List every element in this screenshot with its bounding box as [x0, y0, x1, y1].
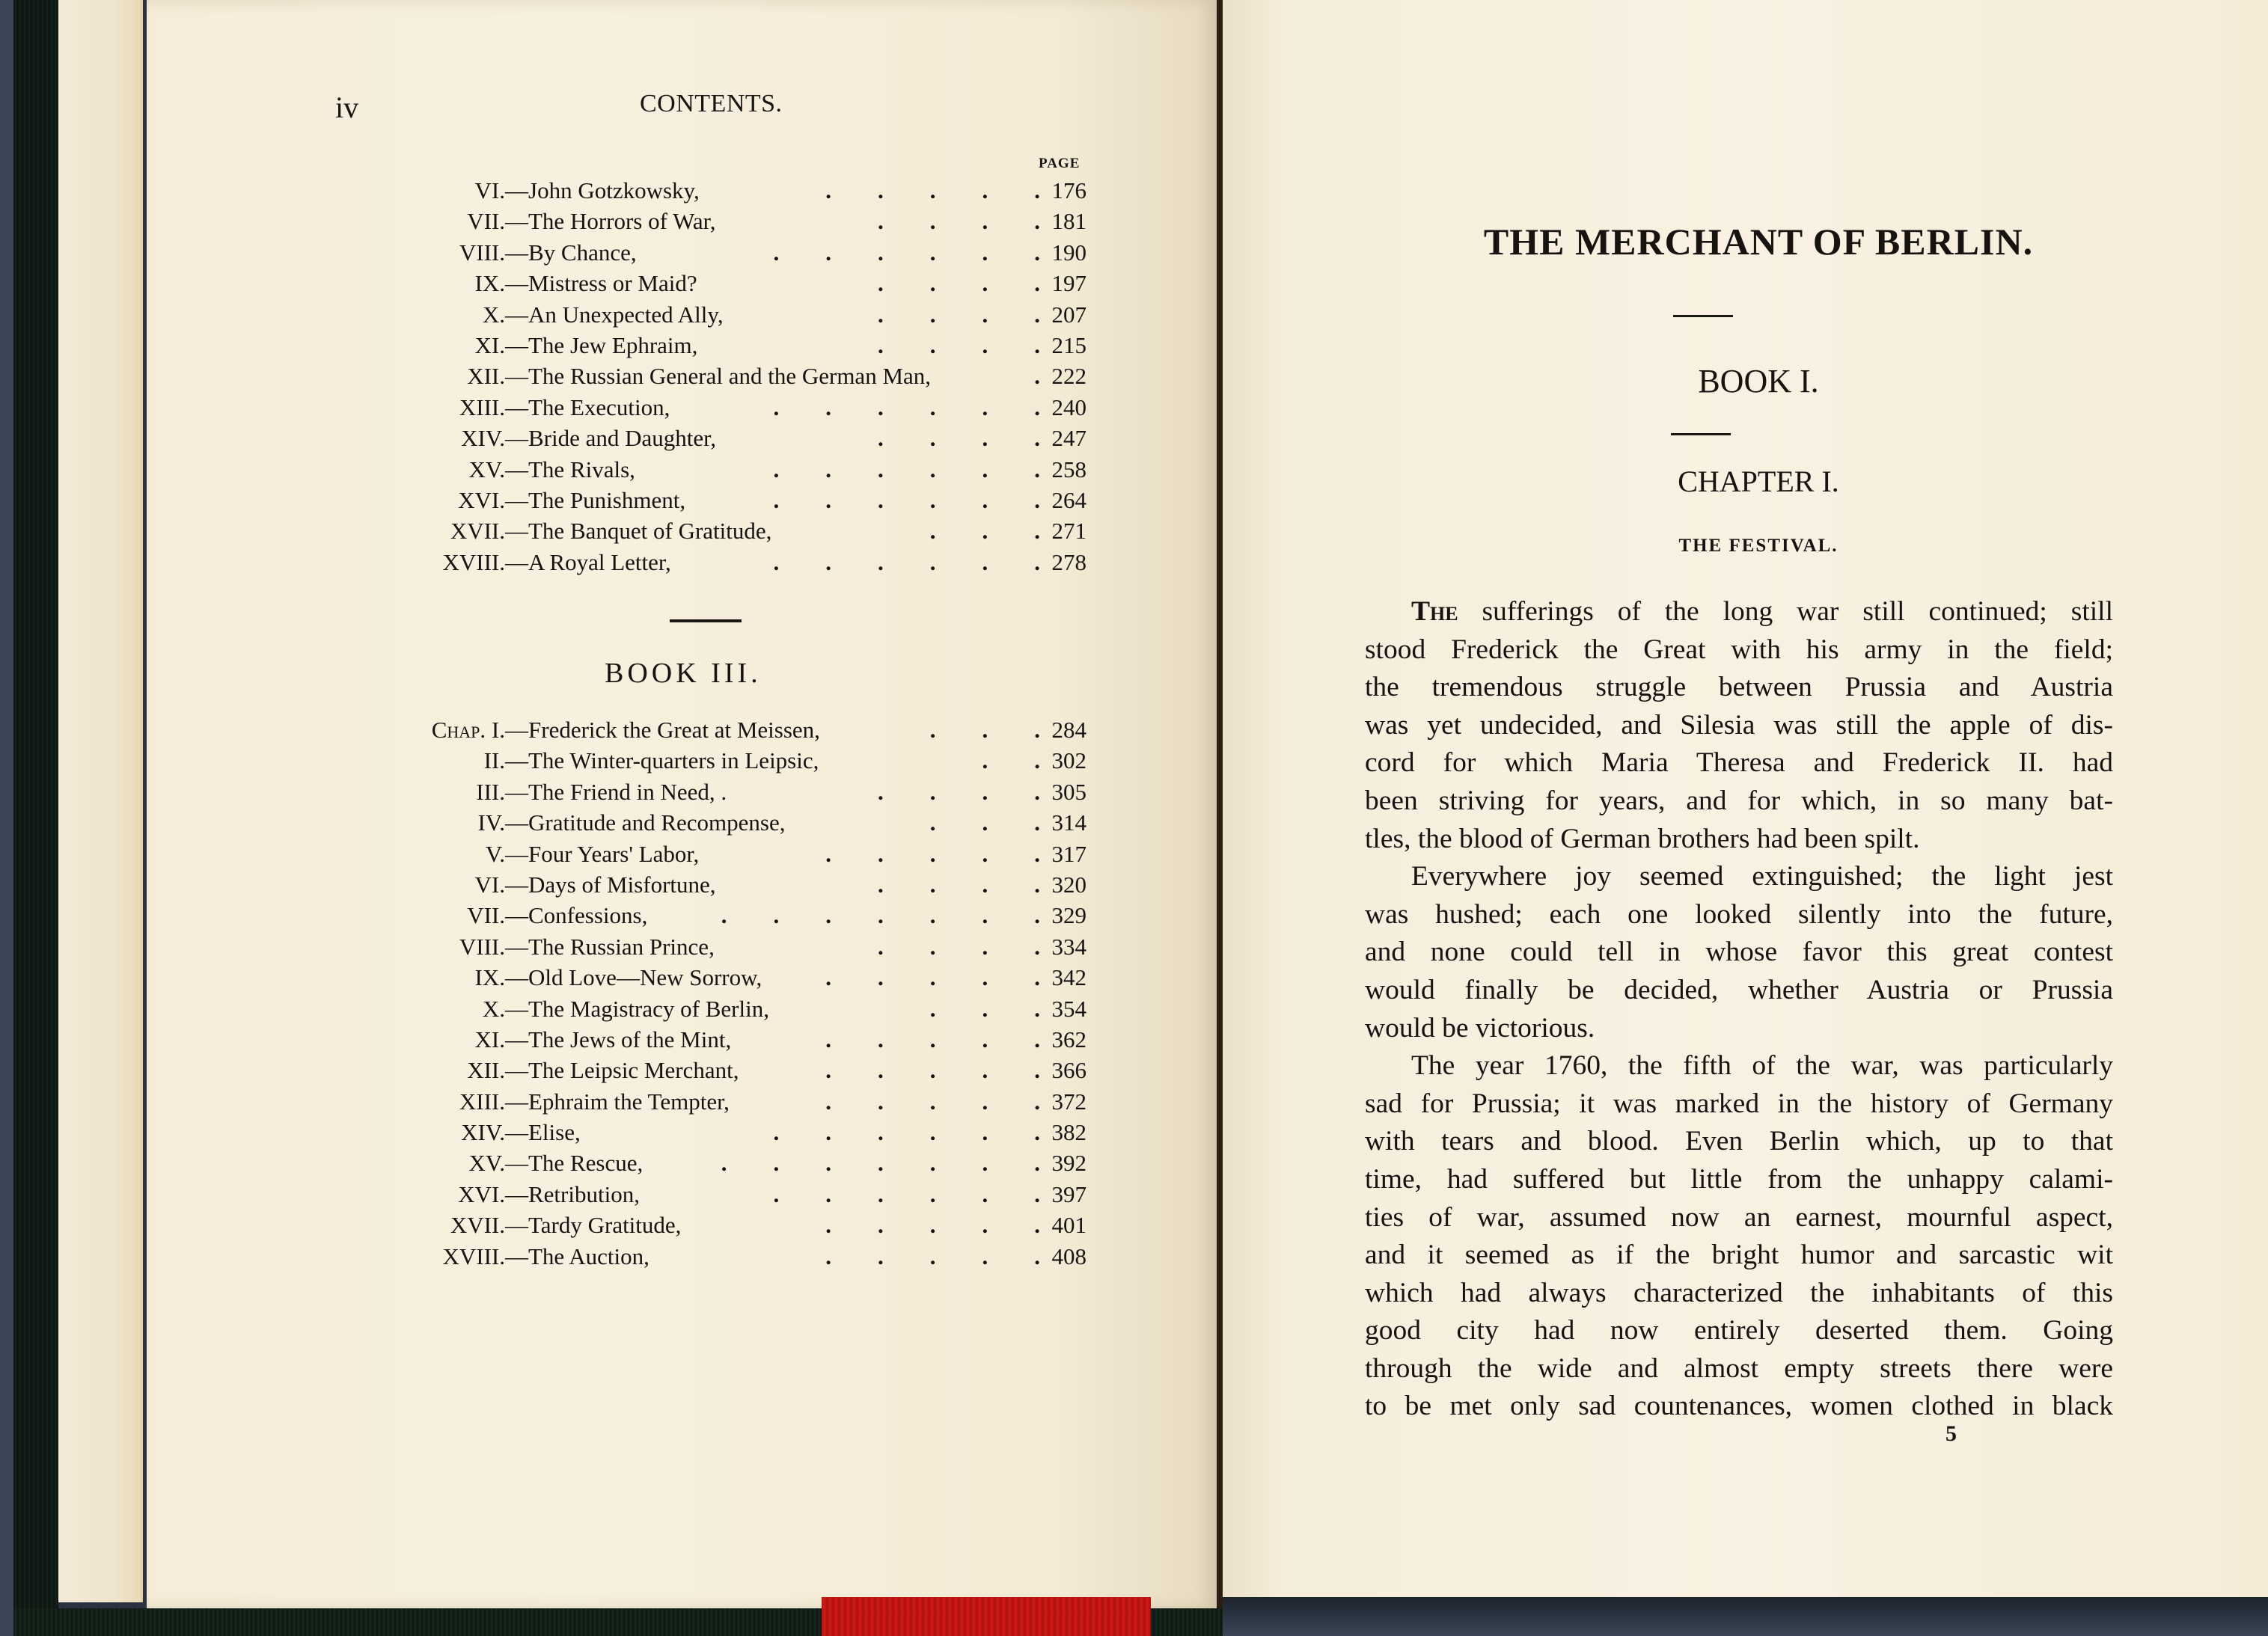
page-stack-edge [58, 0, 143, 1602]
toc-dot-leader: . . . . . . [773, 1180, 1040, 1207]
toc-chapter-number: V. [485, 840, 505, 867]
toc-entry [329, 1210, 1086, 1240]
toc-chapter-title: —The Jew Ephraim, [505, 331, 698, 358]
toc-entry [329, 206, 1086, 236]
toc-dot-leader: . . . . [878, 331, 1040, 358]
toc-page-number: 247 [1051, 425, 1086, 452]
text-line: would finally be decided, whether Austria or Prussia [1365, 974, 2113, 1005]
toc-chapter-title: —Elise, [505, 1119, 581, 1146]
opening-word: The [1411, 596, 1482, 627]
toc-entry [329, 237, 1086, 268]
toc-chapter-number: XII. [467, 1057, 505, 1084]
toc-chapter-title: —Four Years' Labor, [505, 840, 700, 867]
toc-chapter-number: II. [483, 747, 505, 774]
toc-chapter-number: VII. [467, 208, 505, 235]
toc-dot-leader: . . . . . [825, 177, 1040, 203]
toc-dot-leader: . . . . . . [773, 1119, 1040, 1146]
toc-dot-leader: . . . . . . . [721, 902, 1040, 929]
section-rule [670, 619, 742, 622]
toc-dot-leader: . . . . [878, 425, 1040, 452]
toc-dot-leader: . . . . [878, 270, 1040, 297]
toc-chapter-number: XVII. [450, 518, 505, 545]
contents-book2-list [329, 175, 1086, 577]
toc-entry [329, 993, 1086, 1024]
toc-chapter-title: —John Gotzkowsky, [505, 177, 700, 203]
text-line: tles, the blood of German brothers had been spilt. [1365, 823, 1920, 854]
text-line: cord for which Maria Theresa and Frederick II. had [1365, 747, 2113, 779]
toc-page-number: 382 [1051, 1119, 1086, 1146]
toc-dot-leader: . . . . [878, 871, 1040, 898]
running-head: CONTENTS. [640, 90, 783, 117]
toc-dot-leader: . . . . [878, 778, 1040, 805]
text-line: The sufferings of the long war still continued; still [1411, 596, 2113, 627]
toc-chapter-title: —The Russian Prince, [505, 933, 715, 960]
toc-entry [329, 330, 1086, 361]
toc-chapter-number: VII. [467, 902, 505, 929]
toc-chapter-title: —Frederick the Great at Meissen, [505, 717, 820, 743]
toc-chapter-number: XIV. [461, 1119, 505, 1146]
toc-page-number: 401 [1051, 1212, 1086, 1239]
toc-chapter-title: —Gratitude and Recompense, [505, 809, 786, 836]
toc-entry [329, 1055, 1086, 1085]
toc-chapter-title: —Retribution, [505, 1180, 640, 1207]
toc-entry [329, 931, 1086, 962]
toc-entry [329, 268, 1086, 298]
text-line: and it seemed as if the bright humor and sarcastic wit [1365, 1240, 2113, 1271]
toc-chapter-title: —The Jews of the Mint, [505, 1026, 732, 1053]
toc-chapter-number: XIV. [461, 425, 505, 452]
toc-entry [329, 547, 1086, 577]
toc-chapter-title: —Mistress or Maid? [505, 270, 697, 297]
toc-page-number: 366 [1051, 1057, 1086, 1084]
text-line: would be victorious. [1365, 1012, 1595, 1044]
text-line: with tears and blood. Even Berlin which, up to that [1365, 1126, 2113, 1157]
toc-entry [329, 900, 1086, 931]
toc-dot-leader: . . . . . [825, 964, 1040, 991]
text-line: stood Frederick the Great with his army in the field; [1365, 634, 2113, 665]
toc-dot-leader: . . . [929, 518, 1040, 545]
toc-entry [329, 1241, 1086, 1272]
toc-chapter-title: —Bride and Daughter, [505, 425, 716, 452]
toc-chapter-title: —The Rivals, [505, 456, 635, 482]
toc-entry [329, 361, 1086, 391]
page-number-right: 5 [1945, 1421, 1957, 1446]
text-line: was hushed; each one looked silently into the future, [1365, 898, 2113, 930]
toc-dot-leader: . . . . [878, 208, 1040, 235]
background-shadow [1223, 1597, 2268, 1636]
text-line: which had always characterized the inhabitants of this [1365, 1277, 2113, 1308]
toc-chapter-title: —The Auction, [505, 1243, 649, 1269]
toc-page-number: 329 [1051, 902, 1086, 929]
page-column-label: PAGE [1039, 156, 1080, 171]
toc-page-number: 320 [1051, 871, 1086, 898]
toc-page-number: 317 [1051, 840, 1086, 867]
toc-entry [329, 839, 1086, 869]
toc-chapter-title: —Tardy Gratitude, [505, 1212, 682, 1239]
toc-dot-leader: . [1034, 363, 1040, 390]
toc-page-number: 197 [1051, 270, 1086, 297]
toc-chapter-title: —The Horrors of War, [505, 208, 716, 235]
toc-chapter-title: —The Execution, [505, 393, 670, 420]
toc-dot-leader: . . . [929, 995, 1040, 1022]
toc-chapter-number: IX. [474, 964, 505, 991]
toc-chapter-title: —Ephraim the Tempter, [505, 1088, 730, 1115]
toc-page-number: 222 [1051, 363, 1086, 390]
toc-entry [329, 1086, 1086, 1117]
toc-page-number: 278 [1051, 548, 1086, 575]
toc-dot-leader: . . . . . [825, 1088, 1040, 1115]
toc-chapter-number: XVIII. [442, 1243, 505, 1269]
work-title: THE MERCHANT OF BERLIN. [1483, 221, 2034, 263]
toc-chapter-number: XI. [474, 1026, 505, 1053]
toc-chapter-title: —The Russian General and the German Man, [505, 363, 932, 390]
book-rule [1671, 433, 1731, 435]
toc-page-number: 176 [1051, 177, 1086, 203]
toc-entry [329, 869, 1086, 900]
toc-page-number: 258 [1051, 456, 1086, 482]
toc-page-number: 334 [1051, 933, 1086, 960]
toc-chap-prefix: Chap. [431, 717, 492, 743]
toc-dot-leader: . . [982, 747, 1040, 774]
toc-dot-leader: . . . . . [825, 1212, 1040, 1239]
toc-chapter-title: —An Unexpected Ally, [505, 301, 724, 328]
toc-dot-leader: . . . . . . . [721, 1150, 1040, 1177]
toc-page-number: 397 [1051, 1180, 1086, 1207]
toc-chapter-title: —The Leipsic Merchant, [505, 1057, 739, 1084]
text-line: been striving for years, and for which, in so many bat- [1365, 785, 2113, 816]
bookmark-ribbon [822, 1597, 1151, 1636]
chapter-heading: CHAPTER I. [1678, 465, 1839, 498]
chapter-title: THE FESTIVAL. [1678, 536, 1838, 556]
text-line: through the wide and almost empty streets there were [1365, 1352, 2113, 1384]
toc-page-number: 305 [1051, 778, 1086, 805]
toc-entry [329, 392, 1086, 423]
toc-chapter-number: XI. [474, 331, 505, 358]
toc-entry [329, 175, 1086, 206]
text-line: good city had now entirely deserted them. Going [1365, 1315, 2113, 1347]
toc-chapter-title: —Old Love—New Sorrow, [505, 964, 762, 991]
chapter-body-text [1365, 593, 2113, 1426]
book3-heading: BOOK III. [605, 658, 762, 689]
toc-page-number: 362 [1051, 1026, 1086, 1053]
toc-page-number: 354 [1051, 995, 1086, 1022]
text-line: Everywhere joy seemed extinguished; the light jest [1411, 861, 2113, 892]
book-gutter [1217, 0, 1223, 1608]
toc-page-number: 392 [1051, 1150, 1086, 1177]
toc-entry [329, 807, 1086, 838]
toc-chapter-title: —The Friend in Need, . [505, 778, 727, 805]
toc-page-number: 181 [1051, 208, 1086, 235]
toc-entry [329, 515, 1086, 546]
toc-page-number: 264 [1051, 486, 1086, 513]
toc-entry [329, 1148, 1086, 1178]
toc-dot-leader: . . . . . . [773, 239, 1040, 266]
toc-page-number: 314 [1051, 809, 1086, 836]
toc-chapter-title: —A Royal Letter, [505, 548, 671, 575]
toc-entry [329, 454, 1086, 485]
toc-chapter-number: X. [482, 995, 505, 1022]
toc-chapter-title: —Confessions, [505, 902, 648, 929]
toc-page-number: 215 [1051, 331, 1086, 358]
toc-page-number: 240 [1051, 393, 1086, 420]
text-line: the tremendous struggle between Prussia and Austria [1365, 672, 2113, 703]
contents-book3-list [329, 714, 1086, 1272]
text-line: sad for Prussia; it was marked in the history of Germany [1365, 1088, 2113, 1119]
toc-page-number: 372 [1051, 1088, 1086, 1115]
toc-entry [329, 1117, 1086, 1148]
toc-dot-leader: . . . . . [825, 840, 1040, 867]
toc-chapter-number: XVII. [450, 1212, 505, 1239]
toc-entry [329, 745, 1086, 776]
toc-dot-leader: . . . [929, 809, 1040, 836]
book-heading: BOOK I. [1698, 363, 1819, 399]
text-line: The year 1760, the fifth of the war, was particularly [1411, 1050, 2113, 1082]
toc-chapter-number: XVIII. [442, 548, 505, 575]
text-line: was yet undecided, and Silesia was still the apple of dis- [1365, 709, 2113, 741]
toc-chapter-title: —The Winter-quarters in Leipsic, [505, 747, 819, 774]
toc-chapter-title: —The Banquet of Gratitude, [505, 518, 772, 545]
toc-entry [329, 1024, 1086, 1055]
toc-chapter-number: XIII. [459, 1088, 505, 1115]
toc-chapter-title: —The Punishment, [505, 486, 686, 513]
toc-entry [329, 714, 1086, 745]
toc-chapter-number: VIII. [459, 239, 505, 266]
toc-entry [329, 962, 1086, 993]
toc-chapter-number: IV. [477, 809, 505, 836]
toc-chapter-number: III. [476, 778, 505, 805]
toc-chapter-number: XV. [468, 456, 505, 482]
toc-chapter-number: VI. [474, 871, 505, 898]
toc-entry [329, 1179, 1086, 1210]
toc-entry [329, 776, 1086, 807]
toc-dot-leader: . . . . . [825, 1026, 1040, 1053]
toc-page-number: 284 [1051, 717, 1086, 743]
toc-dot-leader: . . . . [878, 933, 1040, 960]
toc-chapter-number: XVI. [458, 1180, 505, 1207]
toc-page-number: 342 [1051, 964, 1086, 991]
toc-page-number: 408 [1051, 1243, 1086, 1269]
toc-chapter-number: VI. [474, 177, 505, 203]
toc-dot-leader: . . . . . [825, 1243, 1040, 1269]
toc-dot-leader: . . . . . . [773, 393, 1040, 420]
toc-entry [329, 423, 1086, 453]
toc-chapter-title: —The Rescue, [505, 1150, 644, 1177]
book-cover-cloth [13, 0, 58, 1636]
page-number-left: iv [335, 91, 359, 124]
toc-page-number: 271 [1051, 518, 1086, 545]
toc-entry [329, 299, 1086, 330]
title-rule [1673, 315, 1733, 317]
toc-chapter-number: XV. [468, 1150, 505, 1177]
toc-dot-leader: . . . . [878, 301, 1040, 328]
toc-dot-leader: . . . . . . [773, 456, 1040, 482]
toc-dot-leader: . . . . . . [773, 548, 1040, 575]
toc-dot-leader: . . . . . [825, 1057, 1040, 1084]
toc-page-number: 207 [1051, 301, 1086, 328]
toc-dot-leader: . . . . . . [773, 486, 1040, 513]
text-line: time, had suffered but little from the unhappy calami- [1365, 1163, 2113, 1195]
toc-chapter-number: IX. [474, 270, 505, 297]
toc-chapter-title: —Days of Misfortune, [505, 871, 716, 898]
text-line: and none could tell in whose favor this great contest [1365, 937, 2113, 968]
toc-chapter-number: VIII. [459, 933, 505, 960]
toc-chapter-title: —By Chance, [505, 239, 637, 266]
text-line: to be met only sad countenances, women clothed in black [1365, 1391, 2113, 1422]
toc-dot-leader: . . . [929, 717, 1040, 743]
toc-chapter-number: XVI. [458, 486, 505, 513]
text-line: ties of war, assumed now an earnest, mournful aspect, [1365, 1201, 2113, 1233]
toc-entry [329, 485, 1086, 515]
toc-chapter-number: XIII. [459, 393, 505, 420]
toc-chapter-number: X. [482, 301, 505, 328]
toc-chapter-number: XII. [467, 363, 505, 390]
toc-chapter-title: —The Magistracy of Berlin, [505, 995, 769, 1022]
toc-page-number: 302 [1051, 747, 1086, 774]
toc-page-number: 190 [1051, 239, 1086, 266]
toc-chapter-number: Chap. I. [431, 717, 505, 743]
